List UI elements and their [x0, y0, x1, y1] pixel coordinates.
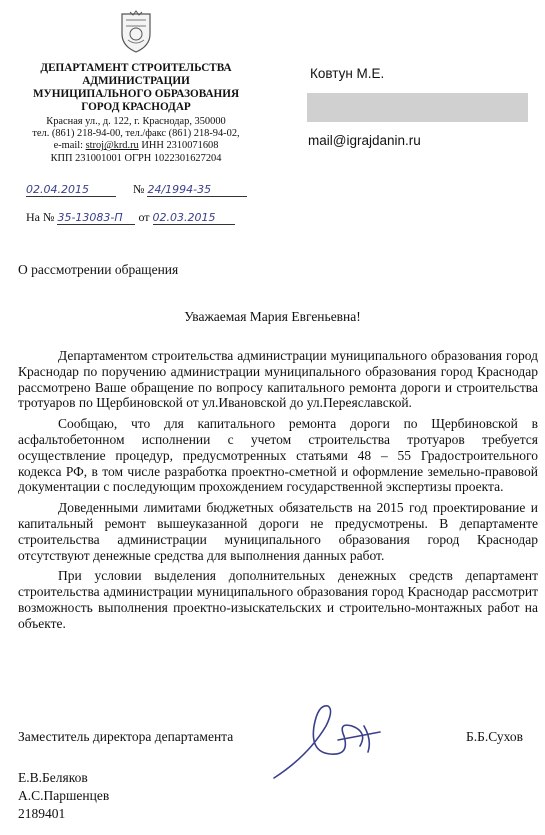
department-email-link[interactable]: stroj@krd.ru — [85, 140, 139, 152]
department-line: ДЕПАРТАМЕНТ СТРОИТЕЛЬСТВА — [40, 62, 232, 74]
body-paragraph: Департаментом строительства администрации муниципального образования город Краснодар по поручению администрации муниципального образования город Краснодар рассмотрено Ваше обращение по вопросу капитального ремонта дороги и строительства тротуаров по Щербиновской от ул.Ивановской до ул.Переяславской. — [18, 348, 538, 411]
phones: тел. (861) 218-94-00, тел./факс (861) 218-94-02, — [32, 128, 240, 140]
coat-of-arms-icon — [118, 10, 154, 54]
registration-number-label: № — [133, 182, 145, 196]
letter-subject: О рассмотрении обращения — [18, 262, 179, 277]
registration-date: 02.04.2015 — [26, 183, 116, 197]
executor-block — [18, 769, 109, 823]
body-paragraph: При условии выделения дополнительных денежных средств департамент строительства администрации муниципального образования город Краснодар рассмотрит возможность выполнения проектно-изыскательских и строительно-монтажных работ на объекте. — [18, 568, 538, 631]
handwritten-signature — [268, 696, 388, 784]
executor-line: А.С.Паршенцев — [18, 788, 110, 803]
address: Красная ул., д. 122, г. Краснодар, 350000 — [46, 116, 226, 127]
registration-number: 24/1994-35 — [147, 183, 247, 197]
department-line: ГОРОД КРАСНОДАР — [81, 101, 191, 113]
executor-line: Е.В.Беляков — [18, 770, 88, 785]
body-paragraph: Доведенными лимитами бюджетных обязательств на 2015 год проектирование и капитальный ремонт вышеуказанной дороги не предусмотрены. В департаменте строительства администрации муниципального образования город Краснодар отсутствуют денежные средства для выполнения данных работ. — [18, 500, 538, 563]
body-paragraph: Сообщаю, что для капитального ремонта дороги по Щербиновской в асфальтобетонном исполнении с учетом строительства тротуаров требуется осуществление процедур, предусмотренных статьями 48 – 55 Градостроительного кодекса РФ, в том числе разработка проектно-сметной и оформление земельно-правовой документации с последующим прохождением государственной экспертизы проекта. — [18, 416, 538, 495]
reference-line — [26, 210, 235, 225]
email-prefix: e-mail: — [53, 140, 86, 152]
signatory-role: Заместитель директора департамента — [18, 729, 234, 744]
redacted-block — [307, 93, 528, 122]
recipient-name: Ковтун М.Е. — [310, 66, 385, 81]
inn: ИНН 2310071608 — [138, 140, 219, 152]
email-inn-line — [18, 140, 254, 152]
department-contacts — [18, 116, 254, 165]
reference-label: На № — [26, 210, 55, 224]
department-name — [18, 62, 254, 114]
reference-date-label: от — [138, 210, 150, 224]
department-line: МУНИЦИПАЛЬНОГО ОБРАЗОВАНИЯ — [32, 88, 240, 100]
registration-line — [26, 182, 247, 197]
kpp-ogrn: КПП 231001001 ОГРН 1022301627204 — [50, 152, 222, 164]
executor-phone: 2189401 — [18, 806, 66, 821]
reference-number: 35-13083-П — [57, 211, 135, 225]
signatory-name: Б.Б.Сухов — [466, 729, 524, 744]
department-line: АДМИНИСТРАЦИИ — [82, 75, 190, 87]
recipient-email: mail@igrajdanin.ru — [308, 133, 421, 148]
reference-date: 02.03.2015 — [153, 211, 235, 225]
salutation: Уважаемая Мария Евгеньевна! — [184, 309, 361, 324]
letter-body — [18, 348, 538, 637]
